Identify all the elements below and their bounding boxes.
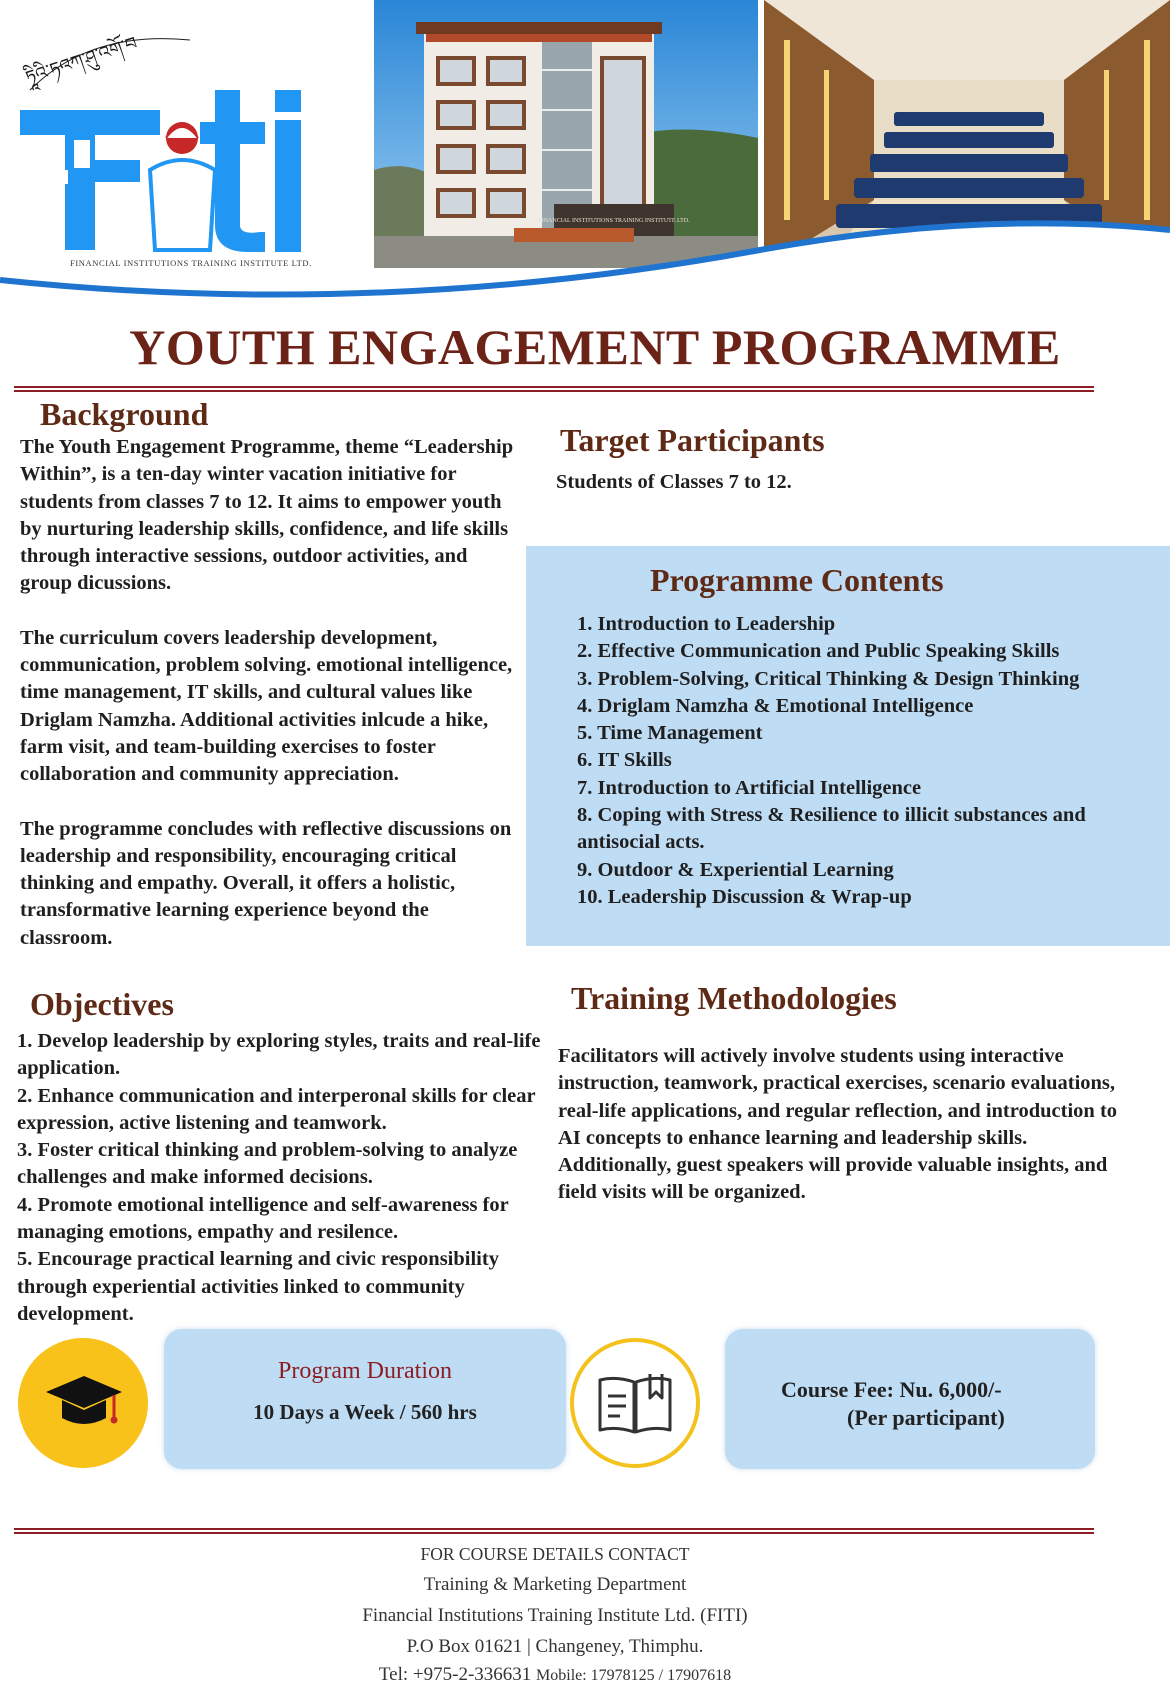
content-item: 6. IT Skills (577, 749, 672, 772)
content-item: 5. Time Management (577, 722, 763, 745)
content-item: 3. Problem-Solving, Critical Thinking & Design Thinking (577, 667, 1080, 690)
duration-title: Program Duration (278, 1358, 452, 1384)
content-item: 4. Driglam Namzha & Emotional Intelligence (577, 694, 974, 717)
objective-item: 3. Foster critical thinking and problem-solving to analyze challenges and make informed decisions. (17, 1139, 518, 1189)
duration-card (164, 1329, 566, 1469)
background-heading: Background (40, 396, 209, 432)
footer-divider (14, 1528, 1094, 1534)
page-title: YOUTH ENGAGEMENT PROGRAMME (129, 319, 1061, 375)
duration-value: 10 Days a Week / 560 hrs (253, 1400, 477, 1424)
objectives-list (17, 1028, 547, 1328)
background-paragraph: The curriculum covers leadership development, communication, problem solving. emotional intelligence, time management, IT skills, and cultural values like Driglam Namzha. Additional activities inlcude a hike, farm visit, and team-building exercises to foster collaboration and community appreciation. (20, 626, 513, 786)
objective-item: 5. Encourage practical learning and civic responsibility through experiential activities linked to community development. (17, 1248, 499, 1325)
logo-caption: FINANCIAL INSTITUTIONS TRAINING INSTITUTE LTD. (70, 258, 312, 268)
target-heading: Target Participants (560, 422, 825, 458)
header-banner (0, 0, 1170, 300)
footer-heading: FOR COURSE DETAILS CONTACT (420, 1544, 690, 1564)
objective-item: 1. Develop leadership by exploring styles, traits and real-life application. (17, 1030, 541, 1080)
footer-company: Financial Institutions Training Institute Ltd. (FITI) (362, 1605, 748, 1626)
content-item: 9. Outdoor & Experiential Learning (577, 858, 894, 881)
objectives-heading: Objectives (30, 986, 174, 1022)
book-icon (596, 1368, 674, 1440)
background-paragraph: The programme concludes with reflective discussions on leadership and responsibility, encouraging critical thinking and empathy. Overall, it offers a holistic, transformative learning experience beyond the classroom. (20, 817, 512, 949)
methods-heading: Training Methodologies (571, 980, 897, 1016)
graduation-cap-icon (44, 1370, 124, 1436)
objective-item: 4. Promote emotional intelligence and self-awareness for managing emotions, empathy and resilence. (17, 1193, 509, 1244)
content-item: 2. Effective Communication and Public Speaking Skills (577, 640, 1060, 663)
fiti-logo (10, 20, 370, 270)
logo-dzongkha-text: ཏཱིའི་ཏའཀ་ཤུ་འགོ་བ (23, 32, 140, 89)
footer-contact-numbers (0, 1664, 1110, 1686)
methods-text: Facilitators will actively involve students using interactive instruction, teamwork, practical exercises, scenario evaluations, real-life applications, and regular reflection, and introduction to AI concepts to enhance learning and leadership skills. Additionally, guest speakers will provide valuable insights, and field visits will be organized. (558, 1045, 1118, 1204)
content-item: 1. Introduction to Leadership (577, 613, 836, 635)
title-divider (14, 386, 1094, 392)
contents-list (577, 611, 1167, 911)
footer-department: Training & Marketing Department (423, 1574, 687, 1595)
contents-heading: Programme Contents (650, 562, 944, 598)
target-text: Students of Classes 7 to 12. (556, 471, 792, 493)
footer-mobile: Mobile: 17978125 / 17907618 (536, 1667, 732, 1684)
background-section (20, 434, 520, 952)
content-item: 8. Coping with Stress & Resilience to illicit substances and antisocial acts. (577, 804, 1086, 854)
building-sign-text: FINANCIAL INSTITUTIONS TRAINING INSTITUTE LTD. (538, 218, 690, 224)
background-paragraph: The Youth Engagement Programme, theme “Leadership Within”, is a ten-day winter vacation initiative for students from classes 7 to 12. It aims to empower youth by nurturing leadership skills, confidence, and life skills through interactive sessions, outdoor activities, and group dicussions. (20, 436, 514, 595)
footer-address: P.O Box 01621 | Changeney, Thimphu. (406, 1636, 704, 1657)
content-item: 7. Introduction to Artificial Intelligence (577, 776, 922, 799)
course-fee: Course Fee: Nu. 6,000/- (781, 1377, 1002, 1402)
objective-item: 2. Enhance communication and interperonal skills for clear expression, active listening and teamwork. (17, 1084, 536, 1134)
footer-telephone: Tel: +975-2-336631 (378, 1664, 532, 1685)
content-item: 10. Leadership Discussion & Wrap-up (577, 885, 912, 908)
course-fee-note: (Per participant) (847, 1405, 1005, 1430)
